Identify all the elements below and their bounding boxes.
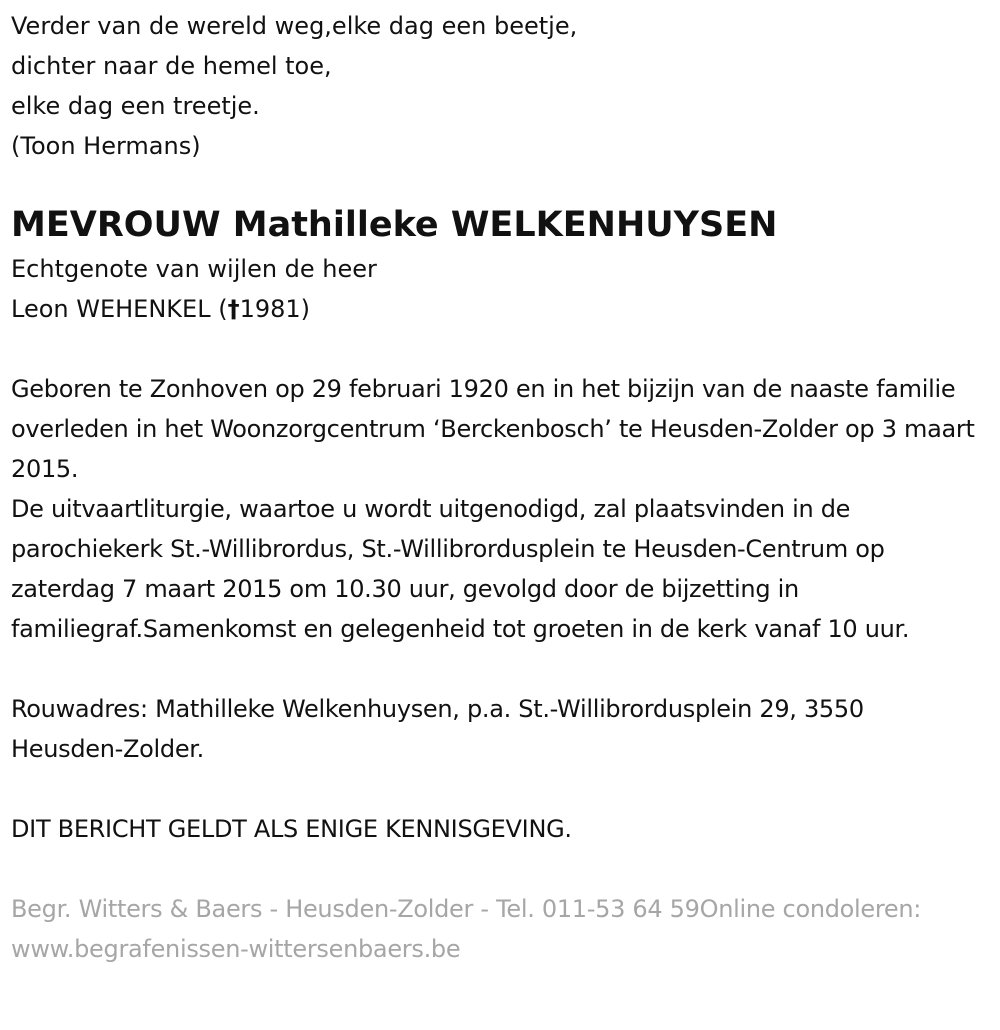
deceased-name: MEVROUW Mathilleke WELKENHUYSEN — [11, 205, 778, 245]
funeral-text: De uitvaartliturgie, waartoe u wordt uitgenodigd, zal plaatsvinden in de parochiekerk St.-Willibrordus, St.-Willibrordusplein te Heusden-Centrum op zaterdag 7 maart 2015 om 10.30 uur, gevolgd door de bijzetting in familiegraf.Samenkomst en gelegenheid tot groeten in de kerk vanaf 10 uur. — [11, 495, 910, 643]
poem — [11, 6, 981, 166]
poem-author: (Toon Hermans) — [11, 132, 201, 160]
notice-text: DIT BERICHT GELDT ALS ENIGE KENNISGEVING. — [11, 815, 572, 843]
spouse-line — [11, 289, 981, 329]
spouse-death-year: 1981) — [239, 295, 311, 323]
obituary-notice — [11, 6, 981, 969]
spouse-name: Leon WEHENKEL ( — [11, 295, 228, 323]
announcement-text: Geboren te Zonhoven op 29 februari 1920 en in het bijzijn van de naaste familie overleden in het Woonzorgcentrum ‘Berckenbosch’ te Heusden-Zolder op 3 maart 2015. — [11, 375, 975, 483]
poem-line-1: Verder van de wereld weg,elke dag een beetje, — [11, 12, 578, 40]
address-text: Rouwadres: Mathilleke Welkenhuysen, p.a. St.-Willibrordusplein 29, 3550 Heusden-Zolder. — [11, 695, 864, 763]
cross-icon: † — [227, 295, 240, 323]
relation-line: Echtgenote van wijlen de heer — [11, 255, 377, 283]
poem-line-3: elke dag een treetje. — [11, 92, 260, 120]
relation-block — [11, 249, 981, 329]
poem-line-2: dichter naar de hemel toe, — [11, 52, 332, 80]
undertaker-footer: Begr. Witters & Baers - Heusden-Zolder - Tel. 011-53 64 59Online condoleren: www.begrafenissen-wittersenbaers.be — [11, 895, 922, 963]
